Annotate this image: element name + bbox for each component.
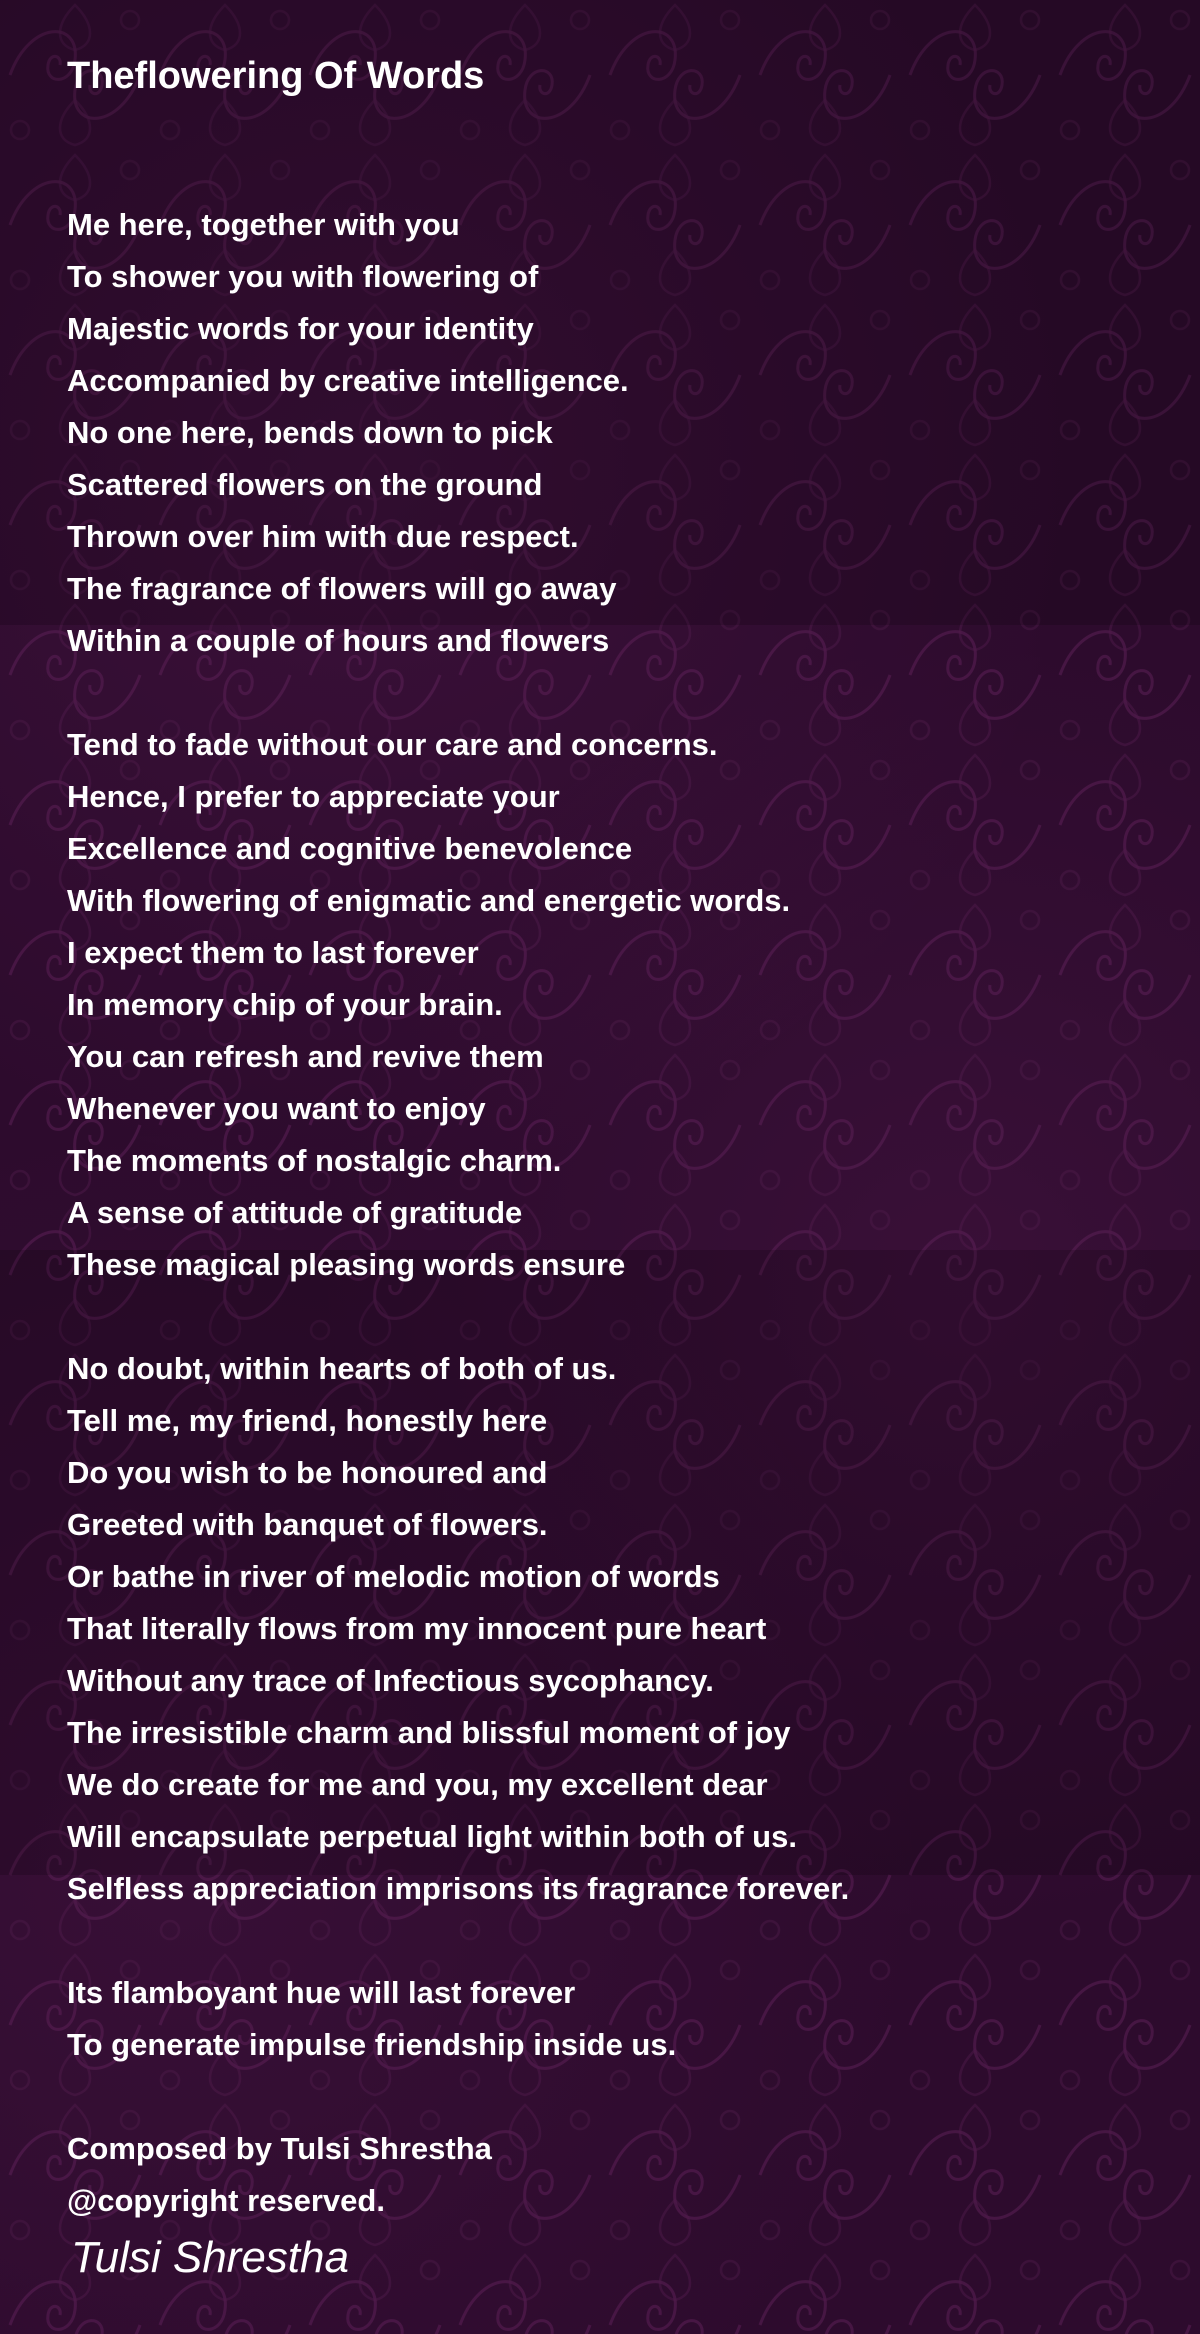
poem-line: To shower you with flowering of (67, 259, 539, 294)
stanza-1 (67, 199, 1147, 667)
poem-line: In memory chip of your brain. (67, 987, 503, 1022)
poem-line: Its flamboyant hue will last forever (67, 1975, 576, 2010)
poem-line: These magical pleasing words ensure (67, 1247, 626, 1282)
poem-line: The fragrance of flowers will go away (67, 571, 617, 606)
poem-line: To generate impulse friendship inside us. (67, 2027, 677, 2062)
stanza-4 (67, 1967, 1147, 2071)
poem-line: Selfless appreciation imprisons its fragrance forever. (67, 1871, 850, 1906)
stanza-credits (67, 2123, 1147, 2227)
poem-line: Greeted with banquet of flowers. (67, 1507, 548, 1542)
stanza-3 (67, 1343, 1147, 1915)
poem-line: That literally flows from my innocent pure heart (67, 1611, 767, 1646)
poem-line: Excellence and cognitive benevolence (67, 831, 633, 866)
poem-line: Majestic words for your identity (67, 311, 534, 346)
poem-line: No one here, bends down to pick (67, 415, 553, 450)
poem-line: With flowering of enigmatic and energetic words. (67, 883, 791, 918)
stanza-2 (67, 719, 1147, 1291)
poem-line: We do create for me and you, my excellent dear (67, 1767, 768, 1802)
poem-line: Hence, I prefer to appreciate your (67, 779, 560, 814)
poem-line: A sense of attitude of gratitude (67, 1195, 523, 1230)
poem-line: Me here, together with you (67, 207, 460, 242)
poem-line: You can refresh and revive them (67, 1039, 544, 1074)
poem-line: Within a couple of hours and flowers (67, 623, 610, 658)
poem-line: No doubt, within hearts of both of us. (67, 1351, 617, 1386)
poem-line: Accompanied by creative intelligence. (67, 363, 629, 398)
poem-line: Do you wish to be honoured and (67, 1455, 548, 1490)
poem-line: I expect them to last forever (67, 935, 479, 970)
poem-line: The irresistible charm and blissful moment of joy (67, 1715, 791, 1750)
poem-line: Whenever you want to enjoy (67, 1091, 486, 1126)
poem-content (67, 50, 1147, 2279)
composer-credit: Composed by Tulsi Shrestha (67, 2131, 492, 2166)
copyright-notice: @copyright reserved. (67, 2183, 385, 2218)
poem-title: Theflowering Of Words (67, 55, 485, 97)
poem-line: Thrown over him with due respect. (67, 519, 579, 554)
poem-line: Will encapsulate perpetual light within both of us. (67, 1819, 797, 1854)
poem-line: Tell me, my friend, honestly here (67, 1403, 548, 1438)
poem-line: Without any trace of Infectious sycophancy. (67, 1663, 714, 1698)
poem-line: Or bathe in river of melodic motion of words (67, 1559, 720, 1594)
poem-body (67, 199, 1147, 2227)
poem-line: Tend to fade without our care and concerns. (67, 727, 718, 762)
poem-line: Scattered flowers on the ground (67, 467, 543, 502)
author-name: Tulsi Shrestha (71, 2233, 349, 2282)
poem-line: The moments of nostalgic charm. (67, 1143, 562, 1178)
